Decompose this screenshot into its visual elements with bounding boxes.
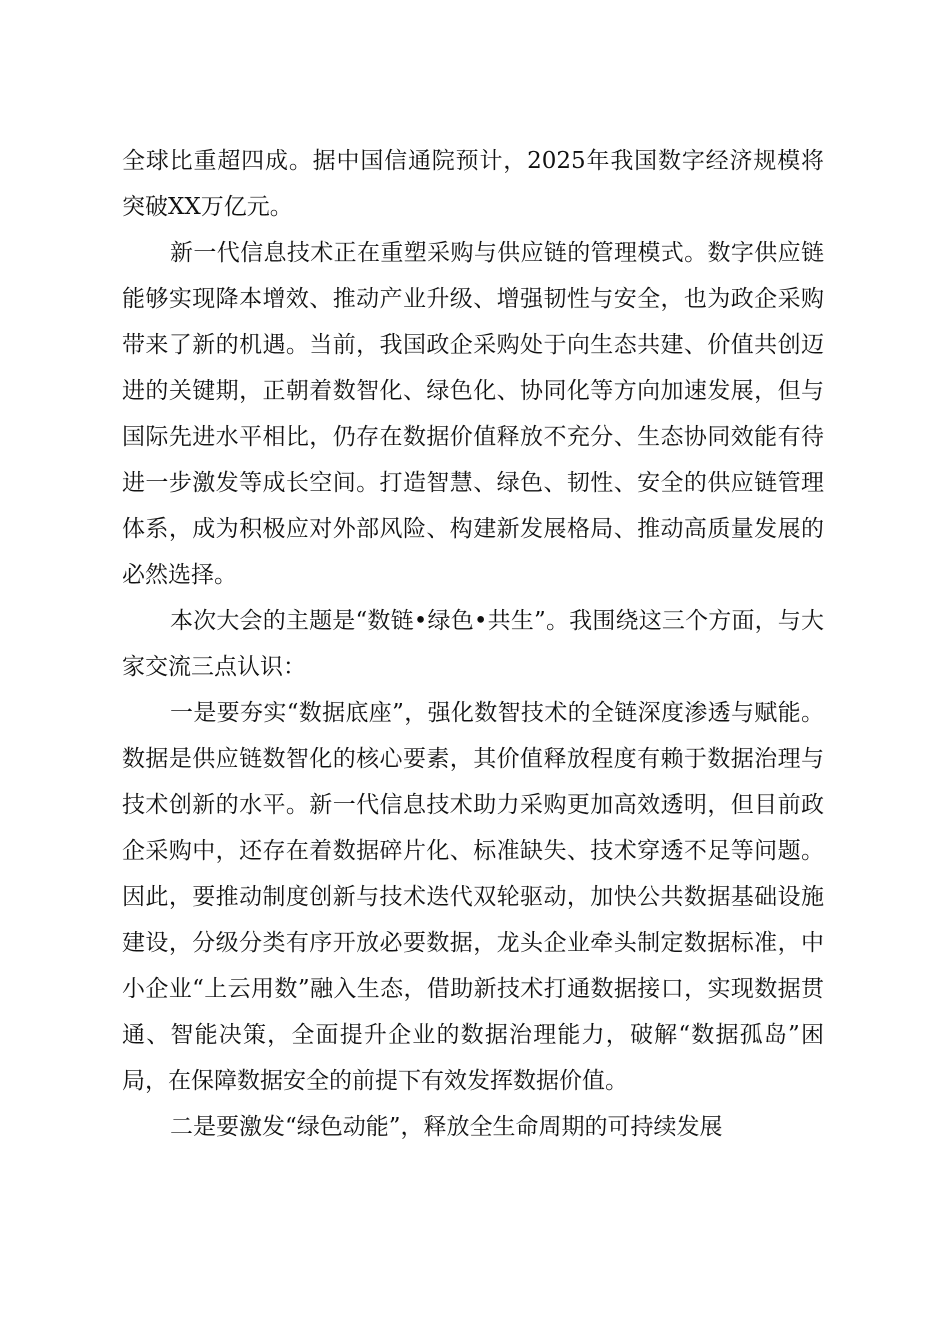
document-body bbox=[122, 138, 824, 1150]
paragraph-3: 本次大会的主题是“数链•绿色•共生”。我围绕这三个方面，与大家交流三点认识： bbox=[122, 608, 824, 680]
paragraph-1: 全球比重超四成。据中国信通院预计，2025年我国数字经济规模将突破XX万亿元。 bbox=[122, 148, 824, 220]
paragraph-5: 二是要激发“绿色动能”，释放全生命周期的可持续发展 bbox=[170, 1114, 723, 1140]
paragraph-2: 新一代信息技术正在重塑采购与供应链的管理模式。数字供应链能够实现降本增效、推动产业升级、增强韧性与安全，也为政企采购带来了新的机遇。当前，我国政企采购处于向生态共建、价值共创迈进的关键期，正朝着数智化、绿色化、协同化等方向加速发展，但与国际先进水平相比，仍存在数据价值释放不充分、生态协同效能有待进一步激发等成长空间。打造智慧、绿色、韧性、安全的供应链管理体系，成为积极应对外部风险、构建新发展格局、推动高质量发展的必然选择。 bbox=[122, 240, 824, 588]
paragraph-4: 一是要夯实“数据底座”，强化数智技术的全链深度渗透与赋能。数据是供应链数智化的核心要素，其价值释放程度有赖于数据治理与技术创新的水平。新一代信息技术助力采购更加高效透明，但目前政企采购中，还存在着数据碎片化、标准缺失、技术穿透不足等问题。因此，要推动制度创新与技术迭代双轮驱动，加快公共数据基础设施建设，分级分类有序开放必要数据，龙头企业牵头制定数据标准，中小企业“上云用数”融入生态，借助新技术打通数据接口，实现数据贯通、智能决策，全面提升企业的数据治理能力，破解“数据孤岛”困局，在保障数据安全的前提下有效发挥数据价值。 bbox=[122, 700, 824, 1094]
